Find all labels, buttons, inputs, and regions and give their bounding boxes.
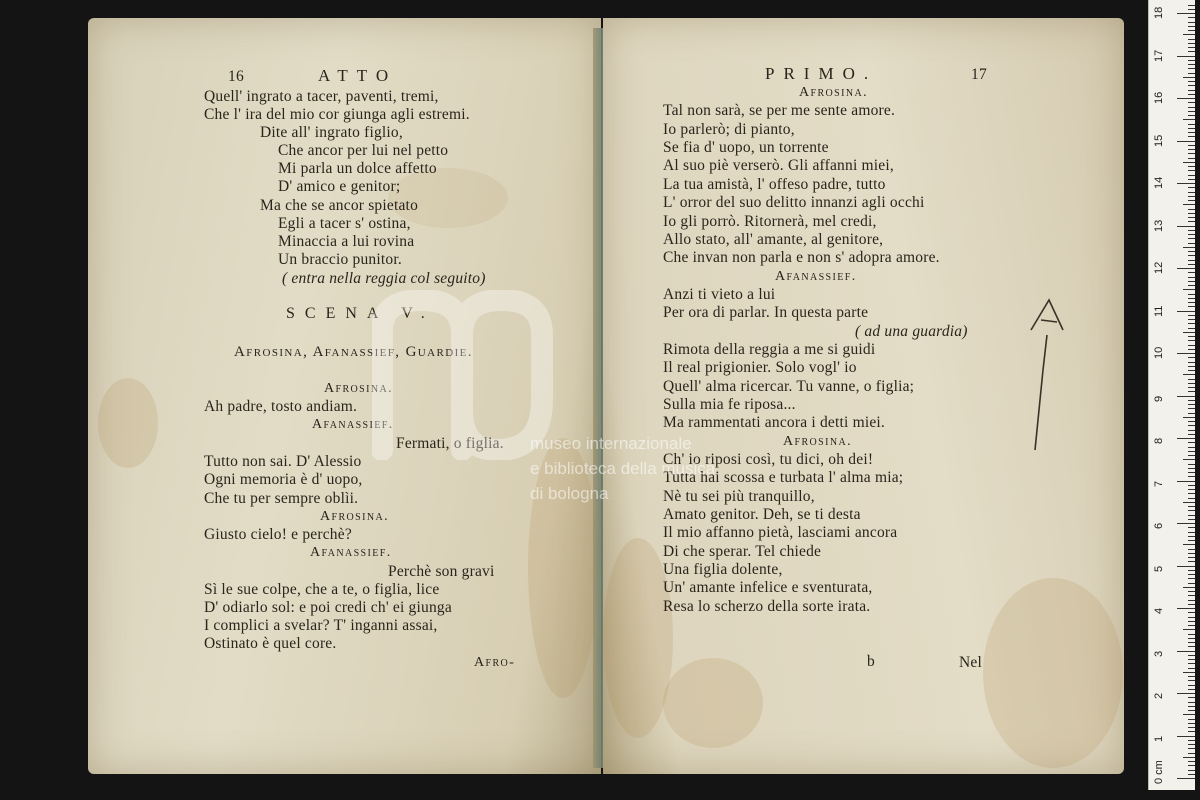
ruler-tick xyxy=(1188,230,1195,231)
right-page xyxy=(603,18,1124,774)
verse-line: Sulla mia fe riposa... xyxy=(663,396,796,413)
ruler-tick xyxy=(1188,493,1195,494)
ruler-tick xyxy=(1188,680,1195,681)
ruler-tick xyxy=(1188,472,1195,473)
ruler-tick xyxy=(1188,561,1195,562)
ruler-tick xyxy=(1177,396,1195,397)
ruler-tick xyxy=(1188,323,1195,324)
ruler-number: 5 xyxy=(1153,565,1165,572)
ruler-tick xyxy=(1177,268,1195,269)
page-number-right: 17 xyxy=(971,66,987,83)
verse-line: Quell' alma ricercar. Tu vanne, o figlia; xyxy=(663,378,915,395)
watermark-line: di bologna xyxy=(530,484,609,503)
ruler-tick xyxy=(1188,625,1195,626)
ruler-tick xyxy=(1188,22,1195,23)
ruler-tick xyxy=(1188,731,1195,732)
character-list: Afrosina, Afanassief, Guardie. xyxy=(234,344,473,360)
ruler-tick xyxy=(1188,68,1195,69)
catchword-left: Afro- xyxy=(474,655,516,670)
ruler-tick xyxy=(1188,617,1195,618)
ruler-tick xyxy=(1177,311,1195,312)
ruler-tick xyxy=(1177,608,1195,609)
speaker-name: Afrosina. xyxy=(799,85,868,100)
verse-line: Anzi ti vieto a lui xyxy=(663,286,776,303)
ruler-tick xyxy=(1188,285,1195,286)
verse-line: Fermati, o figlia. xyxy=(396,435,504,452)
stage-direction: ( ad una guardia) xyxy=(855,323,968,340)
ruler-tick xyxy=(1188,213,1195,214)
measuring-ruler xyxy=(1148,0,1195,790)
verse-line: Il mio affanno pietà, lasciami ancora xyxy=(663,524,898,541)
open-book xyxy=(88,18,1124,774)
verse-line: Ma rammentati ancora i detti miei. xyxy=(663,414,885,431)
ruler-tick xyxy=(1188,153,1195,154)
ruler-tick xyxy=(1183,119,1195,120)
verse-line: Il real prigionier. Solo vogl' io xyxy=(663,359,857,376)
verse-line: Ostinato è quel core. xyxy=(204,635,337,652)
verse-line: Minaccia a lui rovina xyxy=(278,233,415,250)
ruler-tick xyxy=(1177,98,1195,99)
ruler-number: 6 xyxy=(1153,522,1165,529)
ruler-tick xyxy=(1188,408,1195,409)
ruler-number: 16 xyxy=(1153,91,1165,104)
ruler-tick xyxy=(1183,247,1195,248)
verse-line: Allo stato, all' amante, al genitore, xyxy=(663,231,884,248)
ruler-tick xyxy=(1188,94,1195,95)
ruler-tick xyxy=(1183,162,1195,163)
speaker-name: Afanassief. xyxy=(312,417,394,432)
left-page xyxy=(88,18,601,774)
ruler-tick xyxy=(1188,60,1195,61)
ruler-tick xyxy=(1188,646,1195,647)
ruler-tick xyxy=(1183,459,1195,460)
ruler-tick xyxy=(1188,26,1195,27)
verse-line: Resa lo scherzo della sorte irata. xyxy=(663,598,871,615)
ruler-tick xyxy=(1188,719,1195,720)
signature-mark: b xyxy=(867,653,875,670)
verse-line: Di che sperar. Tel chiede xyxy=(663,543,822,560)
ruler-tick xyxy=(1188,574,1195,575)
verse-line: Ah padre, tosto andiam. xyxy=(204,398,358,415)
ruler-tick xyxy=(1188,370,1195,371)
ruler-tick xyxy=(1188,612,1195,613)
ruler-tick xyxy=(1188,5,1195,6)
catchword-right: Nel xyxy=(959,654,982,671)
ruler-tick xyxy=(1188,107,1195,108)
ruler-tick xyxy=(1188,260,1195,261)
verse-line: Amato genitor. Deh, se ti desta xyxy=(663,506,861,523)
running-head-left: ATTO xyxy=(318,66,398,85)
ruler-tick xyxy=(1188,527,1195,528)
ruler-tick xyxy=(1188,655,1195,656)
ruler-tick xyxy=(1188,659,1195,660)
ruler-tick xyxy=(1188,64,1195,65)
ruler-tick xyxy=(1188,468,1195,469)
ruler-tick xyxy=(1188,166,1195,167)
ruler-tick xyxy=(1188,196,1195,197)
ruler-tick xyxy=(1188,400,1195,401)
ruler-tick xyxy=(1188,540,1195,541)
ruler-tick xyxy=(1188,51,1195,52)
ruler-tick xyxy=(1188,744,1195,745)
verse-line: Al suo piè verserò. Gli affanni miei, xyxy=(663,157,894,174)
verse-line: Perchè son gravi xyxy=(388,563,495,580)
ruler-number: 10 xyxy=(1153,346,1165,359)
ruler-tick xyxy=(1188,753,1195,754)
ruler-tick xyxy=(1188,221,1195,222)
ruler-number: 15 xyxy=(1153,134,1165,147)
ruler-tick xyxy=(1188,702,1195,703)
ruler-tick xyxy=(1188,149,1195,150)
ruler-tick xyxy=(1188,128,1195,129)
ruler-tick xyxy=(1177,566,1195,567)
ruler-tick xyxy=(1188,519,1195,520)
scene-heading: SCENA V. xyxy=(286,305,435,322)
ruler-tick xyxy=(1188,43,1195,44)
ruler-number: 3 xyxy=(1153,650,1165,657)
verse-line: Che l' ira del mio cor giunga agli estremi. xyxy=(204,106,470,123)
ruler-tick xyxy=(1188,90,1195,91)
verse-line: Sì le sue colpe, che a te, o figlia, lice xyxy=(204,581,440,598)
ruler-tick xyxy=(1188,366,1195,367)
verse-line: Tutta hai scossa e turbata l' alma mia; xyxy=(663,469,904,486)
ruler-tick xyxy=(1188,340,1195,341)
ruler-tick xyxy=(1188,319,1195,320)
ruler-tick xyxy=(1183,332,1195,333)
ruler-tick xyxy=(1188,387,1195,388)
ruler-tick xyxy=(1188,532,1195,533)
verse-line: D' amico e genitor; xyxy=(278,178,401,195)
ruler-tick xyxy=(1188,255,1195,256)
ruler-tick xyxy=(1177,141,1195,142)
ruler-tick xyxy=(1188,689,1195,690)
ruler-tick xyxy=(1188,238,1195,239)
ruler-tick xyxy=(1188,761,1195,762)
ruler-tick xyxy=(1177,736,1195,737)
ruler-tick xyxy=(1188,553,1195,554)
ruler-tick xyxy=(1183,374,1195,375)
verse-line: Se fia d' uopo, un torrente xyxy=(663,139,829,156)
ruler-number: 12 xyxy=(1153,261,1165,274)
ruler-tick xyxy=(1188,124,1195,125)
ruler-tick xyxy=(1188,345,1195,346)
ruler-tick xyxy=(1188,447,1195,448)
ruler-tick xyxy=(1188,455,1195,456)
ruler-tick xyxy=(1177,438,1195,439)
ruler-tick xyxy=(1188,217,1195,218)
ruler-tick xyxy=(1188,136,1195,137)
ruler-tick xyxy=(1188,464,1195,465)
ruler-tick xyxy=(1188,277,1195,278)
ruler-tick xyxy=(1188,349,1195,350)
ruler-tick xyxy=(1188,187,1195,188)
verse-line: Per ora di parlar. In questa parte xyxy=(663,304,869,321)
ruler-tick xyxy=(1183,417,1195,418)
verse-line: Dite all' ingrato figlio, xyxy=(260,124,403,141)
verse-line: I complici a svelar? T' inganni assai, xyxy=(204,617,438,634)
ruler-tick xyxy=(1188,200,1195,201)
ruler-tick xyxy=(1188,336,1195,337)
verse-line: Io gli porrò. Ritornerà, mel credi, xyxy=(663,213,877,230)
ruler-tick xyxy=(1188,727,1195,728)
ruler-tick xyxy=(1188,638,1195,639)
ruler-number: 9 xyxy=(1153,395,1165,402)
verse-line: Tutto non sai. D' Alessio xyxy=(204,453,362,470)
ruler-tick xyxy=(1188,489,1195,490)
ruler-tick xyxy=(1188,740,1195,741)
verse-line: Ch' io riposi così, tu dici, oh dei! xyxy=(663,451,874,468)
ruler-tick xyxy=(1188,192,1195,193)
ruler-tick xyxy=(1188,383,1195,384)
speaker-name: Afrosina. xyxy=(783,434,852,449)
ruler-tick xyxy=(1188,413,1195,414)
ruler-tick xyxy=(1188,723,1195,724)
ruler-tick xyxy=(1188,549,1195,550)
ruler-tick xyxy=(1188,179,1195,180)
verse-line: Io parlerò; di pianto, xyxy=(663,121,795,138)
verse-line: La tua amistà, l' offeso padre, tutto xyxy=(663,176,886,193)
ruler-tick xyxy=(1188,430,1195,431)
ruler-tick xyxy=(1177,13,1195,14)
stage-direction: ( entra nella reggia col seguito) xyxy=(282,270,486,287)
ruler-tick xyxy=(1188,302,1195,303)
ruler-tick xyxy=(1188,298,1195,299)
ruler-tick xyxy=(1188,209,1195,210)
ruler-tick xyxy=(1188,47,1195,48)
ruler-unit-label: 0 cm xyxy=(1153,760,1165,784)
ruler-tick xyxy=(1188,570,1195,571)
ruler-number: 17 xyxy=(1153,49,1165,62)
ruler-tick xyxy=(1183,587,1195,588)
ruler-number: 13 xyxy=(1153,219,1165,232)
verse-line: L' orror del suo delitto innanzi agli occhi xyxy=(663,194,925,211)
verse-line: Quell' ingrato a tacer, paventi, tremi, xyxy=(204,88,439,105)
ruler-tick xyxy=(1188,591,1195,592)
ruler-tick xyxy=(1188,362,1195,363)
ruler-tick xyxy=(1177,56,1195,57)
verse-line: Che invan non parla e non s' adopra amore. xyxy=(663,249,940,266)
ruler-tick xyxy=(1183,289,1195,290)
ruler-tick xyxy=(1188,770,1195,771)
ruler-tick xyxy=(1188,642,1195,643)
ruler-tick xyxy=(1188,765,1195,766)
ruler-tick xyxy=(1177,183,1195,184)
ruler-tick xyxy=(1188,306,1195,307)
ruler-tick xyxy=(1183,502,1195,503)
ruler-tick xyxy=(1188,774,1195,775)
ruler-number: 4 xyxy=(1153,607,1165,614)
ruler-tick xyxy=(1188,379,1195,380)
ruler-tick xyxy=(1188,600,1195,601)
ruler-tick xyxy=(1188,9,1195,10)
speaker-name: Afanassief. xyxy=(310,545,392,560)
ruler-tick xyxy=(1188,85,1195,86)
verse-line: Tal non sarà, se per me sente amore. xyxy=(663,102,896,119)
page-number-left: 16 xyxy=(228,68,244,85)
ruler-tick xyxy=(1183,629,1195,630)
ruler-tick xyxy=(1177,693,1195,694)
speaker-name: Afanassief. xyxy=(775,269,857,284)
ruler-number: 11 xyxy=(1153,305,1165,317)
ruler-tick xyxy=(1188,81,1195,82)
ruler-tick xyxy=(1188,595,1195,596)
ruler-tick xyxy=(1188,515,1195,516)
ruler-tick xyxy=(1188,476,1195,477)
ruler-tick xyxy=(1188,404,1195,405)
ruler-tick xyxy=(1177,353,1195,354)
ruler-tick xyxy=(1188,328,1195,329)
ruler-tick xyxy=(1183,672,1195,673)
ruler-tick xyxy=(1188,175,1195,176)
verse-line: D' odiarlo sol: e poi credi ch' ei giunga xyxy=(204,599,452,616)
verse-line: Ma che se ancor spietato xyxy=(260,197,419,214)
ruler-tick xyxy=(1188,434,1195,435)
ruler-tick xyxy=(1188,710,1195,711)
verse-line: Ogni memoria è d' uopo, xyxy=(204,471,363,488)
ruler-tick xyxy=(1177,226,1195,227)
ruler-tick xyxy=(1188,251,1195,252)
verse-line: Nè tu sei più tranquillo, xyxy=(663,488,815,505)
ruler-tick xyxy=(1188,621,1195,622)
ruler-tick xyxy=(1188,264,1195,265)
speaker-name: Afrosina. xyxy=(320,509,389,524)
ruler-number: 14 xyxy=(1153,176,1165,189)
verse-line: Rimota della reggia a me si guidi xyxy=(663,341,876,358)
ruler-tick xyxy=(1183,757,1195,758)
ruler-tick xyxy=(1183,77,1195,78)
ruler-tick xyxy=(1177,523,1195,524)
ruler-tick xyxy=(1188,583,1195,584)
ruler-tick xyxy=(1188,115,1195,116)
ruler-number: 8 xyxy=(1153,437,1165,444)
ruler-tick xyxy=(1188,421,1195,422)
ruler-number: 7 xyxy=(1153,480,1165,487)
ruler-tick xyxy=(1188,668,1195,669)
ruler-tick xyxy=(1188,357,1195,358)
ruler-tick xyxy=(1188,442,1195,443)
verse-line: Giusto cielo! e perchè? xyxy=(204,526,352,543)
ruler-tick xyxy=(1188,510,1195,511)
ruler-tick xyxy=(1177,651,1195,652)
ruler-tick xyxy=(1188,578,1195,579)
ruler-tick xyxy=(1188,676,1195,677)
ruler-tick xyxy=(1188,145,1195,146)
ruler-tick xyxy=(1188,391,1195,392)
watermark-line: museo internazionale xyxy=(530,434,692,453)
ruler-number: 2 xyxy=(1153,692,1165,699)
ruler-tick xyxy=(1188,234,1195,235)
ruler-tick xyxy=(1188,425,1195,426)
verse-line: Un' amante infelice e sventurata, xyxy=(663,579,873,596)
verse-line: Mi parla un dolce affetto xyxy=(278,160,437,177)
verse-line: Che ancor per lui nel petto xyxy=(278,142,449,159)
verse-line: Un braccio punitor. xyxy=(278,251,402,268)
ruler-tick xyxy=(1183,714,1195,715)
ruler-tick xyxy=(1188,485,1195,486)
ruler-tick xyxy=(1188,294,1195,295)
ruler-tick xyxy=(1183,204,1195,205)
speaker-name: Afrosina. xyxy=(324,381,393,396)
ruler-tick xyxy=(1188,536,1195,537)
ruler-tick xyxy=(1183,34,1195,35)
ruler-number: 1 xyxy=(1153,735,1165,742)
ruler-tick xyxy=(1177,481,1195,482)
pencil-mark xyxy=(1021,290,1071,460)
ruler-tick xyxy=(1188,748,1195,749)
ruler-tick xyxy=(1188,451,1195,452)
ruler-tick xyxy=(1188,39,1195,40)
ruler-tick xyxy=(1188,557,1195,558)
ruler-tick xyxy=(1188,315,1195,316)
ruler-number: 18 xyxy=(1153,6,1165,19)
ruler-tick xyxy=(1188,663,1195,664)
ruler-tick xyxy=(1188,604,1195,605)
ruler-tick xyxy=(1188,111,1195,112)
ruler-tick xyxy=(1188,243,1195,244)
ruler-tick xyxy=(1188,697,1195,698)
ruler-tick xyxy=(1188,506,1195,507)
ruler-tick xyxy=(1188,158,1195,159)
ruler-tick xyxy=(1188,706,1195,707)
ruler-tick xyxy=(1188,685,1195,686)
watermark-line: e biblioteca della musica xyxy=(530,459,716,478)
verse-line: Egli a tacer s' ostina, xyxy=(278,215,411,232)
ruler-tick xyxy=(1188,132,1195,133)
ruler-tick xyxy=(1188,30,1195,31)
ruler-tick xyxy=(1188,498,1195,499)
ruler-tick xyxy=(1183,544,1195,545)
ruler-tick xyxy=(1177,778,1195,779)
verse-line: Che tu per sempre oblìi. xyxy=(204,490,359,507)
ruler-tick xyxy=(1188,102,1195,103)
verse-line: Una figlia dolente, xyxy=(663,561,783,578)
ruler-tick xyxy=(1188,170,1195,171)
ruler-tick xyxy=(1188,272,1195,273)
ruler-tick xyxy=(1188,634,1195,635)
ruler-tick xyxy=(1188,17,1195,18)
ruler-tick xyxy=(1188,281,1195,282)
ruler-tick xyxy=(1188,73,1195,74)
running-head-right: PRIMO. xyxy=(765,64,878,83)
